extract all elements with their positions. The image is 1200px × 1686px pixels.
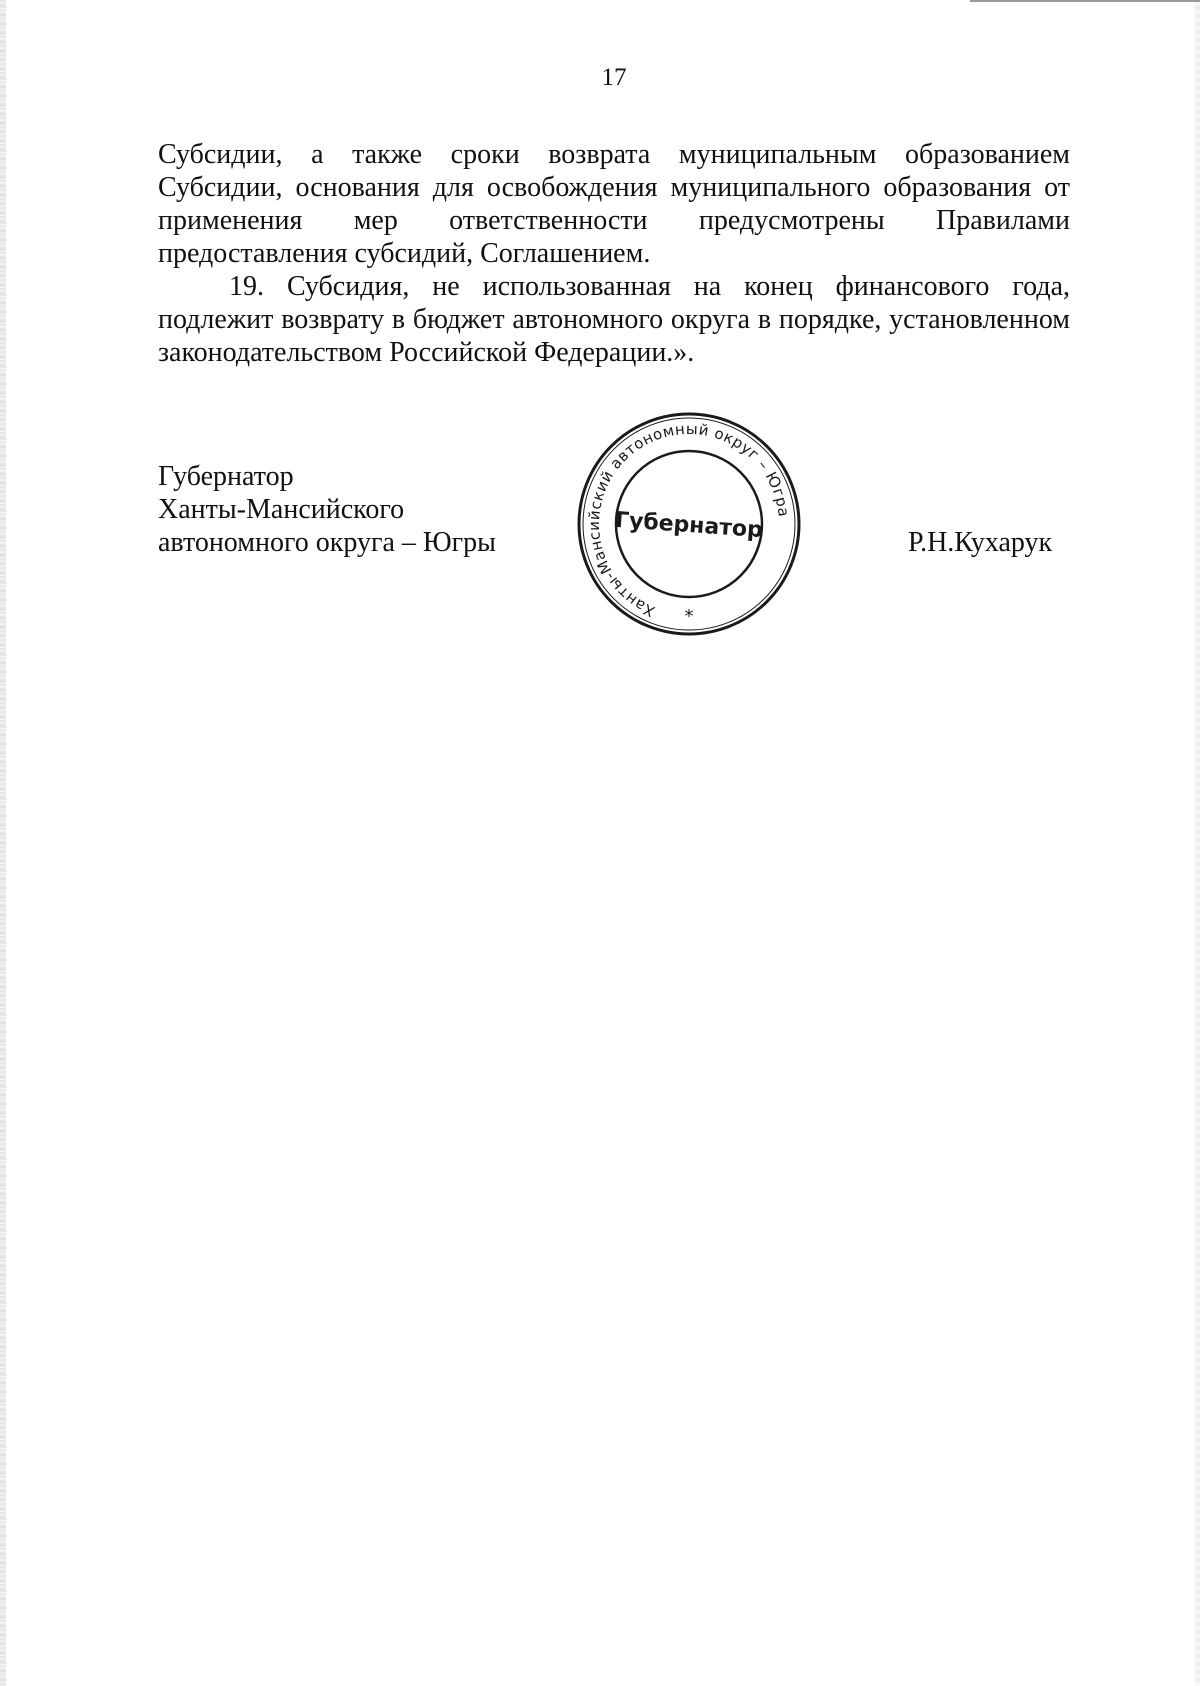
scan-edge-right: [1195, 0, 1200, 1686]
page-number: 17: [601, 64, 627, 91]
signer-title-line: Губернатор: [158, 461, 294, 492]
scan-edge-left: [0, 0, 6, 1686]
signer-title: [158, 460, 496, 559]
official-seal: [575, 410, 803, 638]
paragraph-item-19: 19. Субсидия, не использованная на конец финансового года, подлежит возврату в бюджет автономного округа в порядке, установленном законодательством Российской Федерации.».: [158, 271, 1070, 368]
seal-ring-text: Ханты-Мансийский автономный округ – Югра: [584, 419, 793, 621]
seal-graphic: [575, 410, 803, 638]
seal-center-text: Губернатор: [614, 507, 764, 544]
seal-star: *: [684, 606, 694, 627]
signer-title-line: Ханты-Мансийского: [158, 494, 405, 525]
paragraph-continuation: Субсидии, а также сроки возврата муниципальным образованием Субсидии, основания для освобождения муниципального образования от применения мер ответственности предусмотрены Правилами предоставления субсидий, Соглашением.: [158, 139, 1070, 269]
signer-name: Р.Н.Кухарук: [908, 527, 1053, 558]
document-body: [158, 138, 1070, 369]
signer-title-line: автономного округа – Югры: [158, 527, 496, 558]
scan-edge-top: [970, 0, 1200, 2]
